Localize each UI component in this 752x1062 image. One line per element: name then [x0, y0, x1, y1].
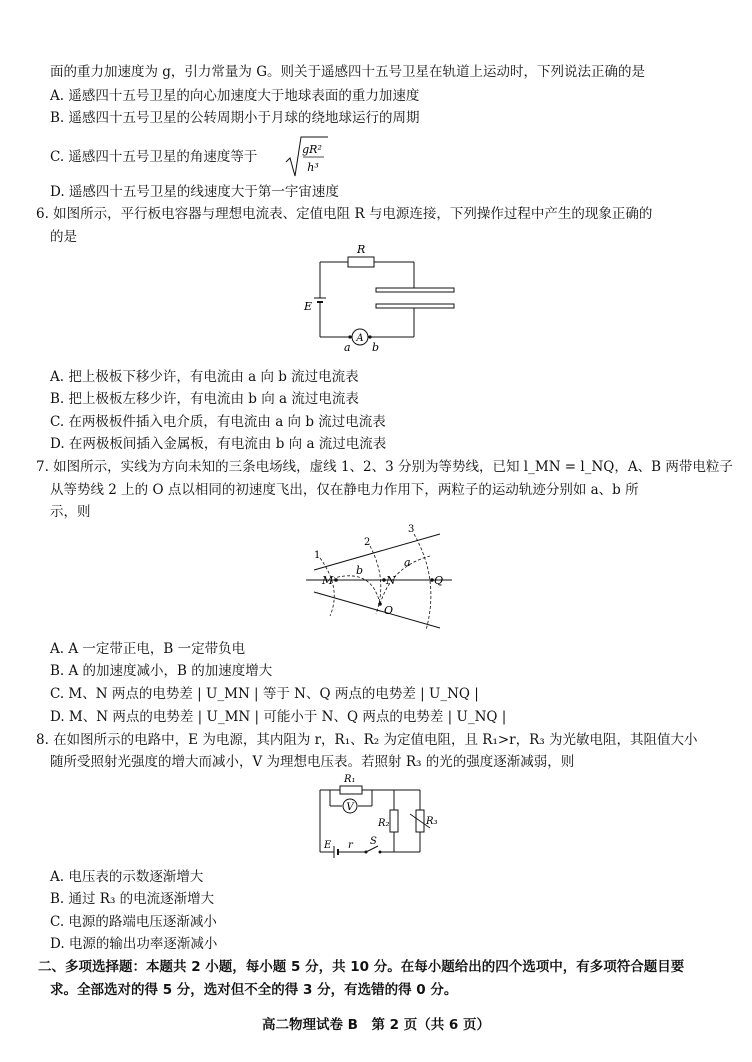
- q7-option-c: C. M、N 两点的电势差 | U_MN | 等于 N、Q 两点的电势差 | U_NQ |: [50, 686, 479, 702]
- q8-label-e: E: [324, 840, 332, 851]
- q8-stem-line2: 随所受照射光强度的增大而减小，V 为理想电压表。若照射 R₃ 的光的强度逐渐减弱，则: [50, 754, 575, 770]
- q7-label-2: 2: [364, 537, 371, 548]
- q6-option-a: A. 把上极板下移少许，有电流由 a 向 b 流过电流表: [50, 369, 359, 385]
- q6-label-a: a: [344, 341, 351, 354]
- q5-formula-sqrt: [284, 134, 330, 180]
- q6-option-b: B. 把上极板左移少许，有电流由 b 向 a 流过电流表: [50, 391, 359, 407]
- q6-stem-line1: 6. 如图所示，平行板电容器与理想电流表、定值电阻 R 与电源连接，下列操作过程中产生的现象正确的: [36, 206, 653, 222]
- q7-option-d: D. M、N 两点的电势差 | U_MN | 可能小于 N、Q 两点的电势差 | U_NQ |: [50, 709, 507, 725]
- q8-option-c: C. 电源的路端电压逐渐减小: [50, 914, 217, 930]
- q5-formula-den: h³: [307, 161, 319, 174]
- q6-option-c: C. 在两极板件插入电介质，有电流由 a 向 b 流过电流表: [50, 414, 386, 430]
- q6-stem-line2: 的是: [50, 229, 77, 245]
- q5-stem-tail: 面的重力加速度为 g，引力常量为 G。则关于遥感四十五号卫星在轨道上运动时，下列说法正确的是: [50, 64, 646, 80]
- q5-formula-num: gR²: [302, 143, 322, 156]
- q5-option-d: D. 遥感四十五号卫星的线速度大于第一宇宙速度: [50, 184, 339, 200]
- section2-heading-line2: 求。全部选对的得 5 分，选对但不全的得 3 分，有选错的得 0 分。: [50, 982, 458, 998]
- q7-option-a: A. A 一定带正电，B 一定带负电: [50, 641, 246, 657]
- q7-field-lines-figure: [300, 518, 460, 638]
- q6-label-e: E: [304, 300, 313, 313]
- q7-label-o: O: [384, 604, 394, 617]
- q5-option-a: A. 遥感四十五号卫星的向心加速度大于地球表面的重力加速度: [50, 88, 420, 104]
- q5-option-b: B. 遥感四十五号卫星的公转周期小于月球的绕地球运行的周期: [50, 110, 420, 126]
- resistor-r: [348, 257, 374, 267]
- q7-label-n: N: [386, 574, 396, 587]
- page-footer: 高二物理试卷 B 第 2 页（共 6 页）: [261, 1017, 491, 1033]
- q7-label-3: 3: [408, 524, 415, 535]
- q7-label-q: Q: [434, 574, 444, 587]
- q6-label-b: b: [372, 341, 380, 354]
- q8-label-r2: R₂: [378, 818, 390, 829]
- q5-option-c: [50, 148, 257, 166]
- q7-label-b: b: [356, 564, 364, 577]
- resistor-r2: [390, 810, 398, 832]
- q8-label-r3: R₃: [426, 816, 438, 827]
- q8-stem-line1: 8. 在如图所示的电路中，E 为电源，其内阻为 r，R₁、R₂ 为定值电阻，且 R₁>r，R₃ 为光敏电阻，其阻值大小: [36, 732, 698, 748]
- q7-label-1: 1: [314, 550, 321, 561]
- q6-option-d: D. 在两极板间插入金属板，有电流由 b 向 a 流过电流表: [50, 436, 387, 452]
- q6-label-r: R: [357, 243, 366, 256]
- q6-label-a-meter: A: [356, 333, 364, 344]
- q8-option-d: D. 电源的输出功率逐渐减小: [50, 936, 218, 952]
- q7-option-b: B. A 的加速度减小，B 的加速度增大: [50, 663, 273, 679]
- q8-label-r1: R₁: [344, 774, 356, 785]
- q7-stem-line1: 7. 如图所示，实线为方向未知的三条电场线，虚线 1、2、3 分别为等势线，已知 l_MN = l_NQ，A、B 两带电粒子: [36, 459, 733, 475]
- q8-option-a: A. 电压表的示数逐渐增大: [50, 869, 204, 885]
- q7-stem-line3: 示，则: [50, 504, 91, 520]
- q8-label-r: r: [348, 840, 353, 851]
- resistor-r1: [340, 786, 362, 794]
- capacitor-lower-plate: [376, 304, 454, 308]
- q6-capacitor-circuit: [300, 240, 460, 360]
- q8-label-v: V: [346, 802, 354, 813]
- q7-stem-line2: 从等势线 2 上的 O 点以相同的初速度飞出，仅在静电力作用下，两粒子的运动轨迹分别如 a、b 所: [50, 482, 639, 498]
- q8-circuit-figure: [310, 772, 450, 862]
- q7-label-a: a: [404, 556, 411, 569]
- capacitor-upper-plate: [376, 288, 454, 292]
- q8-option-b: B. 通过 R₃ 的电流逐渐增大: [50, 891, 215, 907]
- section2-heading-line1: 二、多项选择题：本题共 2 小题，每小题 5 分，共 10 分。在每小题给出的四个选项中，有多项符合题目要: [38, 959, 685, 975]
- q5-option-c-text: C. 遥感四十五号卫星的角速度等于: [50, 149, 258, 165]
- q7-label-m: M: [322, 574, 334, 587]
- q8-label-s: S: [370, 836, 377, 847]
